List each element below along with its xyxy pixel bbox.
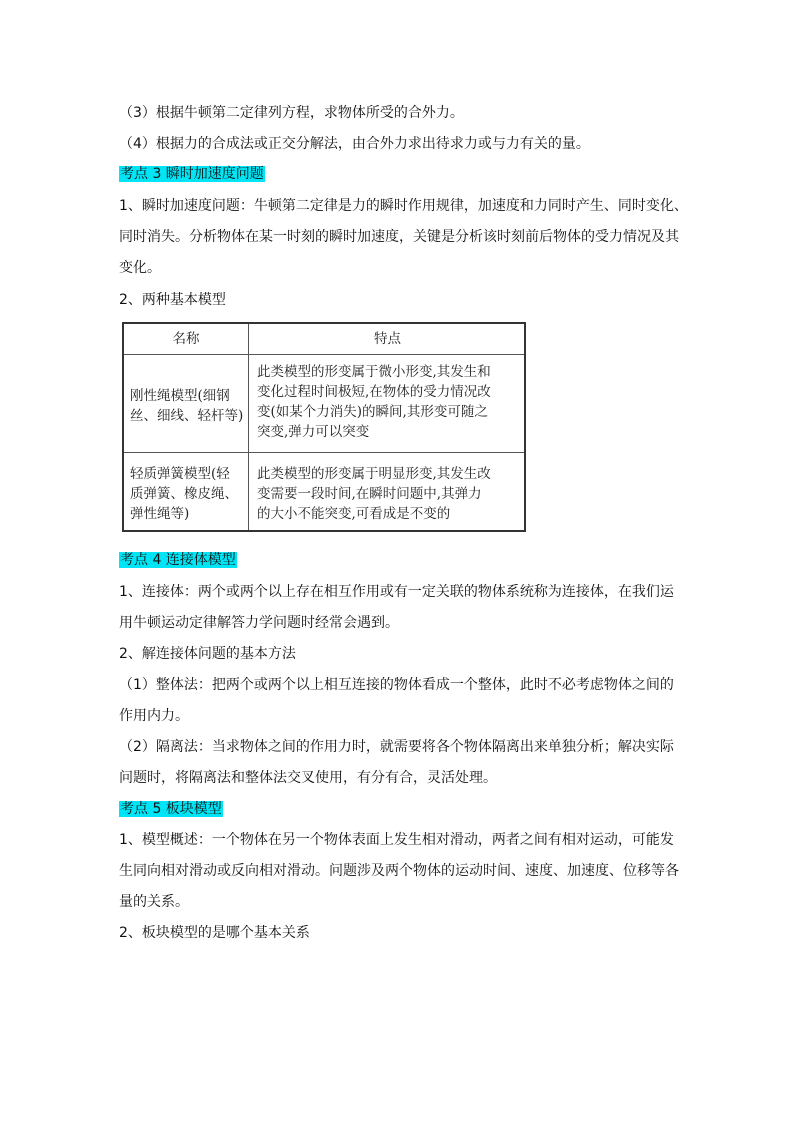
- paragraph-line: 量的关系。: [119, 894, 189, 910]
- models-table: [122, 322, 526, 532]
- table-cell-feature: 此类模型的形变属于明显形变,其发生改 变需要一段时间,在瞬时问题中,其弹力 的大小不能突变,可看成是不变的: [257, 466, 491, 522]
- paragraph-step-3: （3）根据牛顿第二定律列方程，求物体所受的合外力。: [119, 105, 464, 121]
- paragraph-line: 2、两种基本模型: [119, 292, 226, 308]
- paragraph-line: 用牛顿运动定律解答力学问题时经常会遇到。: [119, 615, 399, 631]
- paragraph-line: 2、板块模型的是哪个基本关系: [119, 925, 310, 941]
- paragraph-line: 1、连接体：两个或两个以上存在相互作用或有一定关联的物体系统称为连接体，在我们运: [119, 584, 674, 600]
- paragraph-line: 1、模型概述：一个物体在另一个物体表面上发生相对滑动，两者之间有相对运动，可能发: [119, 832, 674, 848]
- paragraph-line: 同时消失。分析物体在某一时刻的瞬时加速度，关键是分析该时刻前后物体的受力情况及其: [119, 229, 679, 245]
- section-heading-kd5: [119, 799, 223, 819]
- paragraph-line: 作用内力。: [119, 708, 189, 724]
- table-cell-name: 轻质弹簧模型(轻 质弹簧、橡皮绳、 弹性绳等): [130, 466, 238, 522]
- paragraph-line: 生同向相对滑动或反向相对滑动。问题涉及两个物体的运动时间、速度、加速度、位移等各: [119, 863, 679, 879]
- section-heading-kd4: [119, 550, 237, 570]
- paragraph-line: 2、解连接体问题的基本方法: [119, 646, 296, 662]
- paragraph-line: 1、瞬时加速度问题：牛顿第二定律是力的瞬时作用规律，加速度和力同时产生、同时变化、: [119, 198, 688, 214]
- table-header-feature: 特点: [374, 331, 401, 347]
- heading-highlight: 考点 3 瞬时加速度问题: [120, 166, 264, 182]
- paragraph-line: （2）隔离法：当求物体之间的作用力时，就需要将各个物体隔离出来单独分析；解决实际: [119, 739, 674, 755]
- table-header-name: 名称: [172, 331, 200, 347]
- heading-highlight: 考点 5 板块模型: [120, 801, 222, 817]
- table-row-divider: [124, 452, 524, 453]
- paragraph-line: 变化。: [119, 260, 161, 276]
- table-divider: [248, 324, 249, 530]
- paragraph-step-4: （4）根据力的合成法或正交分解法，由合外力求出待求力或与力有关的量。: [119, 136, 590, 152]
- paragraph-line: 问题时，将隔离法和整体法交叉使用，有分有合，灵活处理。: [119, 770, 497, 786]
- paragraph-line: （1）整体法：把两个或两个以上相互连接的物体看成一个整体，此时不必考虑物体之间的: [119, 677, 674, 693]
- table-cell-name: 刚性绳模型(细钢 丝、细线、轻杆等): [130, 388, 244, 424]
- section-heading-kd3: [119, 164, 265, 184]
- heading-highlight: 考点 4 连接体模型: [120, 552, 236, 568]
- table-cell-feature: 此类模型的形变属于微小形变,其发生和 变化过程时间极短,在物体的受力情况改 变(如某个力消失)的瞬间,其形变可随之 突变,弹力可以突变: [257, 364, 491, 440]
